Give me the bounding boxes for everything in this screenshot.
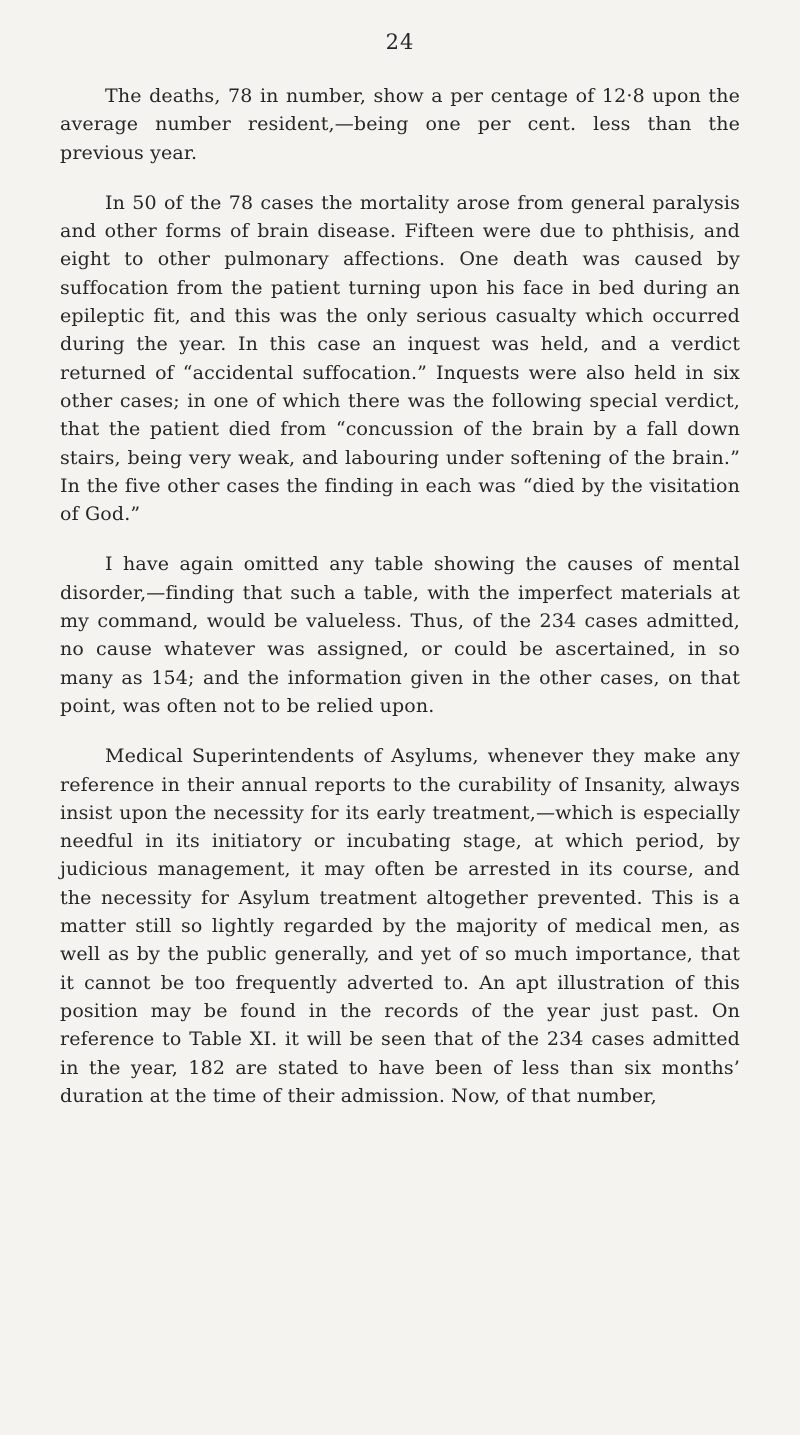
paragraph-mental-disorder-causes: I have again omitted any table showing the causes of mental disorder,—finding that such a table, with the imperfect materials at my command, would be valueless. Thus, of the 234 cases admitted, no cause whatever was assigned, or could be ascertained, in so many as 154; and the information given in the other cases, on that point, was often not to be relied upon. xyxy=(60,553,740,717)
page-number: 24 xyxy=(385,30,415,54)
paragraph-deaths: The deaths, 78 in number, show a per centage of 12·8 upon the average number resident,—being one per cent. less than the previous year. xyxy=(60,85,740,164)
document-page xyxy=(60,30,740,1110)
paragraph-early-treatment: Medical Superintendents of Asylums, whenever they make any reference in their annual reports to the curability of Insanity, always insist upon the necessity for its early treatment,—which is especially needful in its initiatory or incubating stage, at which period, by judicious management, it may often be arrested in its course, and the necessity for Asylum treatment altogether prevented. This is a matter still so lightly regarded by the majority of medical men, as well as by the public generally, and yet of so much importance, that it cannot be too frequently adverted to. An apt illustration of this position may be found in the records of the year just past. On reference to Table XI. it will be seen that of the 234 cases admitted in the year, 182 are stated to have been of less than six months’ duration at the time of their admission. Now, of that number, xyxy=(60,745,740,1107)
paragraph-mortality-causes: In 50 of the 78 cases the mortality arose from general paralysis and other forms of brain disease. Fifteen were due to phthisis, and eight to other pulmonary affections. One death was caused by suffocation from the patient turning upon his face in bed during an epileptic fit, and this was the only serious casualty which occurred during the year. In this case an inquest was held, and a verdict returned of “accidental suffocation.” Inquests were also held in six other cases; in one of which there was the following special verdict, that the patient died from “concussion of the brain by a fall down stairs, being very weak, and labouring under softening of the brain.” In the five other cases the finding in each was “died by the visitation of God.” xyxy=(60,191,740,526)
